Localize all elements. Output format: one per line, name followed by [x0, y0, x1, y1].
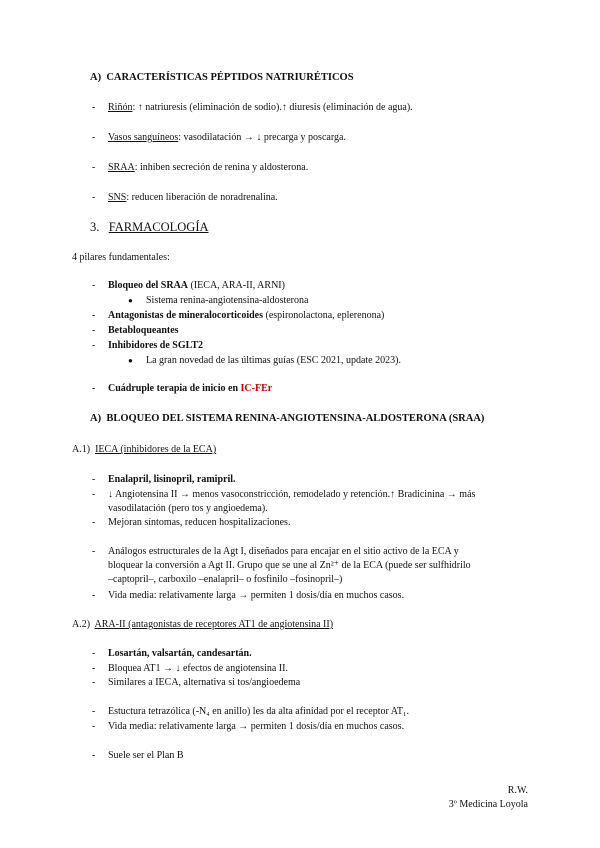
dash: - — [92, 325, 96, 336]
ieca-mech-line-1: ↓ Angiotensina II → menos vasoconstricción, remodelado y retención.↑ Bradicinina → más — [108, 489, 476, 500]
ara-halflife: Vida media: relativamente larga → permiten 1 dosis/día en muchos casos. — [108, 721, 405, 732]
dash: - — [92, 663, 96, 674]
ieca-analog-line-1: Análogos estructurales de la Agt I, diseñados para encajar en el sitio activo de la ECA y — [108, 546, 459, 557]
dash: - — [92, 340, 96, 351]
dash: - — [92, 310, 96, 321]
ara-num: A.2) — [72, 619, 91, 630]
ara-drugs: Losartán, valsartán, candesartán. — [108, 648, 252, 659]
pharm-title: FARMACOLOGÍA — [108, 220, 209, 234]
pillar-1-rest: (IECA, ARA-II, ARNI) — [188, 280, 285, 291]
list-item-renal — [108, 102, 413, 114]
ieca-num: A.1) — [72, 444, 91, 455]
heading-text: BLOQUEO DEL SISTEMA RENINA-ANGIOTENSINA-ALDOSTERONA (SRAA) — [106, 413, 485, 424]
dash: - — [92, 474, 96, 485]
ieca-drugs: Enalapril, lisinopril, ramipril. — [108, 474, 236, 485]
heading-letter: A) — [90, 72, 102, 83]
dash: - — [92, 192, 96, 203]
footer-course: 3º Medicina Loyola — [448, 799, 528, 810]
ieca-effect: Mejoran síntomas, reducen hospitalizaciones. — [108, 517, 291, 528]
pillar-2-rest: (espironolactona, eplerenona) — [263, 310, 385, 321]
pharm-number: 3. — [90, 220, 100, 234]
ara-heading — [72, 619, 333, 631]
dash: - — [92, 132, 96, 143]
pillar-1-bold: Bloqueo del SRAA — [108, 280, 189, 291]
pharmacology-heading — [90, 220, 209, 234]
dash: - — [92, 677, 96, 688]
ieca-analog-line-2: bloquear la conversión a Agt II. Grupo que se une al Zn²⁺ de la ECA (puede ser sulfhidrilo — [108, 560, 471, 571]
dash: - — [92, 517, 96, 528]
dash: - — [92, 648, 96, 659]
ieca-mech-line-2: vasodilatación (pero tos y angioedema). — [108, 503, 268, 514]
section-heading-natriuretic — [90, 72, 354, 84]
dash: - — [92, 280, 96, 291]
ieca-title: IECA (inhibidores de la ECA) — [95, 444, 217, 455]
dash: - — [92, 706, 96, 717]
pillar-2 — [108, 310, 384, 322]
ara-plan: Suele ser el Plan B — [108, 750, 184, 761]
quad-red: IC-FEr — [240, 383, 273, 394]
renal-label: Riñón — [108, 102, 133, 113]
list-item — [92, 102, 95, 114]
renal-text: : ↑ natriuresis (eliminación de sodio).↑ diuresis (eliminación de agua). — [132, 102, 413, 113]
pillar-3: Betabloqueantes — [108, 325, 179, 336]
sraa-label: SRAA — [108, 162, 135, 173]
ara-mech: Bloquea AT1 → ↓ efectos de angiotensina II. — [108, 663, 288, 674]
sraa-text: : inhiben secreción de renina y aldosterona. — [134, 162, 309, 173]
list-item — [92, 162, 95, 174]
ara-structure: Estuctura tetrazólica (-N₄ en anillo) les da alta afinidad por el receptor AT₁. — [108, 706, 410, 717]
quad-therapy — [108, 383, 272, 395]
dash: - — [92, 489, 96, 500]
ara-title: ARA-II (antagonistas de receptores AT1 de angiotensina II) — [94, 619, 334, 630]
vascular-label: Vasos sanguíneos — [108, 132, 179, 143]
ara-similar: Similares a IECA, alternativa si tos/angioedema — [108, 677, 301, 688]
list-item — [92, 132, 95, 144]
pillar-4-sub: La gran novedad de las últimas guías (ESC 2021, update 2023). — [146, 355, 401, 366]
dash: - — [92, 162, 96, 173]
heading-letter: A) — [90, 413, 102, 424]
ieca-halflife: Vida media: relativamente larga → permiten 1 dosis/día en muchos casos. — [108, 590, 405, 601]
dash: - — [92, 721, 96, 732]
list-item-vascular — [108, 132, 346, 144]
pillar-1 — [108, 280, 285, 292]
dash: - — [92, 546, 96, 557]
bullet-icon: ● — [128, 356, 133, 365]
pillar-2-bold: Antagonistas de mineralocorticoides — [108, 310, 263, 321]
sns-text: : reducen liberación de noradrenalina. — [126, 192, 278, 203]
dash: - — [92, 590, 96, 601]
list-item — [92, 192, 95, 204]
bullet-icon: ● — [128, 296, 133, 305]
heading-text: CARACTERÍSTICAS PÉPTIDOS NATRIURÉTICOS — [106, 72, 354, 83]
ieca-analog-line-3: –captopril–, carboxilo –enalapril– o fosfinilo –fosinopril–) — [108, 574, 343, 585]
section-heading-sraa — [90, 413, 484, 425]
footer-author: R.W. — [507, 785, 528, 796]
list-item-sns — [108, 192, 278, 204]
ieca-heading — [72, 444, 216, 456]
vascular-text: : vasodilatación → ↓ precarga y poscarga. — [178, 132, 346, 143]
dash: - — [92, 102, 96, 113]
dash: - — [92, 383, 96, 394]
quad-bold: Cuádruple terapia de inicio en — [108, 383, 241, 394]
dash: - — [92, 750, 96, 761]
pillar-4: Inhibidores de SGLT2 — [108, 340, 204, 351]
pillars-intro: 4 pilares fundamentales: — [72, 252, 170, 263]
sns-label: SNS — [108, 192, 127, 203]
list-item-sraa — [108, 162, 308, 174]
pillar-1-sub: Sistema renina-angiotensina-aldosterona — [146, 295, 309, 306]
